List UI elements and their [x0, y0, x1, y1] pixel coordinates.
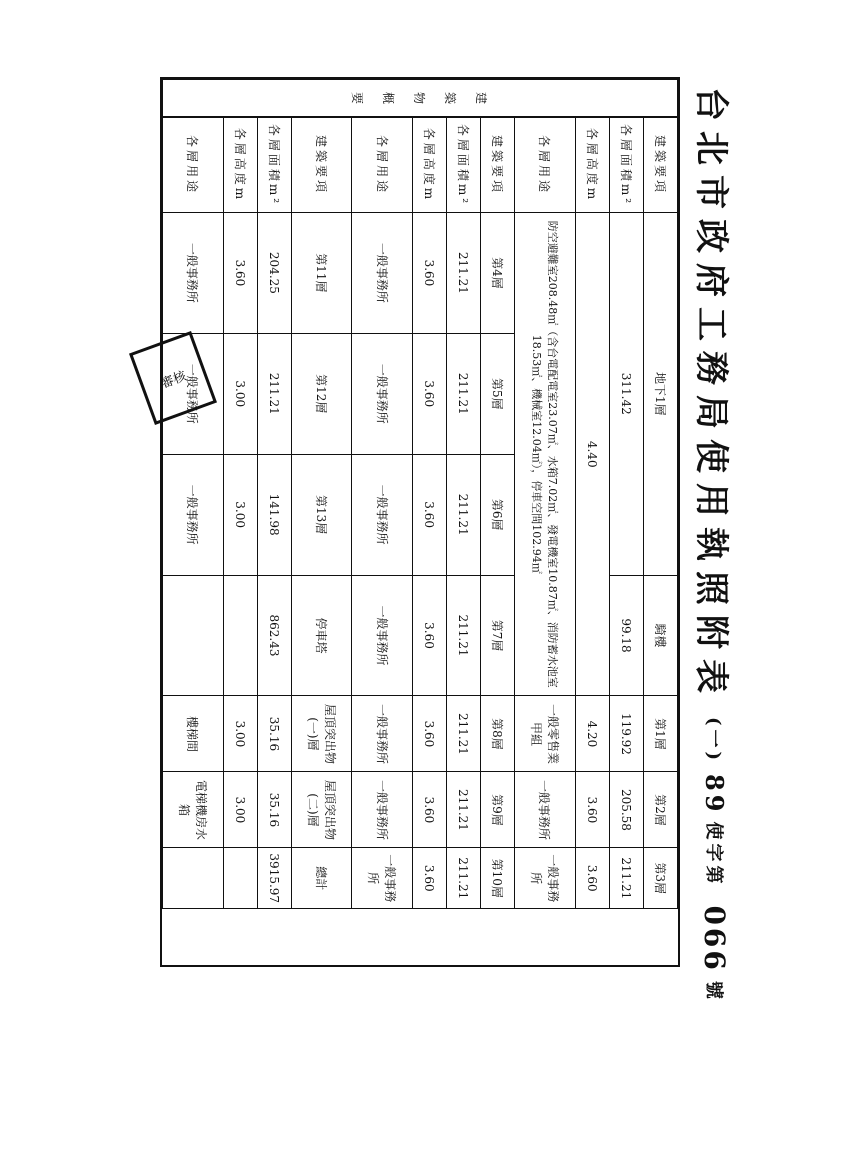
table-cell: 211.21 — [446, 772, 480, 848]
row-header: 各層高度m — [223, 117, 257, 213]
table-cell: 3.60 — [412, 575, 446, 696]
table-cell: 3.60 — [412, 696, 446, 772]
table-cell: 3915.97 — [257, 848, 291, 909]
table-cell: 第6層 — [481, 454, 515, 575]
doc-code: 使字第 — [703, 821, 724, 888]
approval-stamp: 審核 — [129, 331, 217, 425]
row-header: 各層用途 — [515, 117, 575, 213]
table-row — [352, 80, 412, 909]
form-frame — [160, 77, 680, 967]
table-cell — [163, 848, 224, 909]
table-cell: 35.16 — [257, 772, 291, 848]
table-cell: 99.18 — [609, 575, 643, 696]
table-row — [446, 80, 480, 909]
table-cell: 一般事務所 — [163, 454, 224, 575]
table-cell: 862.43 — [257, 575, 291, 696]
table-cell: 211.21 — [446, 848, 480, 909]
table-cell: 211.21 — [257, 333, 291, 454]
table-cell: 騎樓 — [643, 575, 677, 696]
table-cell: 3.60 — [412, 333, 446, 454]
rotated-form — [176, 77, 750, 1077]
table-cell: 3.00 — [223, 333, 257, 454]
table-cell: 一般事務所 — [352, 772, 412, 848]
form-title-bar — [680, 77, 750, 1077]
table-cell: 停車塔 — [291, 575, 351, 696]
table-cell: 211.21 — [446, 696, 480, 772]
table-cell: 3.60 — [412, 454, 446, 575]
table-cell: 3.00 — [223, 696, 257, 772]
table-cell: 141.98 — [257, 454, 291, 575]
table-cell: 35.16 — [257, 696, 291, 772]
table-cell: 211.21 — [609, 848, 643, 909]
table-cell: 一般事務所 — [352, 213, 412, 334]
table-cell — [223, 848, 257, 909]
row-header: 各層高度m — [575, 117, 609, 213]
table-cell: 一般事務所 — [352, 848, 412, 909]
row-header: 各層高度m — [412, 117, 446, 213]
table-cell: 一般事務所 — [515, 848, 575, 909]
table-cell: 3.00 — [223, 454, 257, 575]
table-cell: 211.21 — [446, 575, 480, 696]
table-cell: 一般事務所 — [163, 213, 224, 334]
table-cell: 4.20 — [575, 696, 609, 772]
table-cell: 一般事務所 — [352, 333, 412, 454]
doc-hao: 號 — [703, 980, 724, 1009]
table-cell: 第13層 — [291, 454, 351, 575]
table-cell: 第12層 — [291, 333, 351, 454]
table-row — [515, 80, 575, 909]
table-cell: 311.42 — [609, 213, 643, 576]
table-cell: 204.25 — [257, 213, 291, 334]
table-cell: 第8層 — [481, 696, 515, 772]
table-row — [609, 80, 643, 909]
table-cell: 119.92 — [609, 696, 643, 772]
table-cell: 第2層 — [643, 772, 677, 848]
side-label: 建 築 物 概 要 — [163, 80, 678, 118]
table-cell: 211.21 — [446, 454, 480, 575]
table-cell: 防空避難室208.48㎡（含台電配電室23.07㎡、水箱7.02㎡、發電機室10.87㎡、消防蓄水池室18.53㎡、機械室12.04㎡），停車空間102.94㎡ — [515, 213, 575, 696]
table-cell: 205.58 — [609, 772, 643, 848]
table-cell: 211.21 — [446, 213, 480, 334]
table-cell — [163, 575, 224, 696]
table-cell: 第4層 — [481, 213, 515, 334]
table-cell: 屋頂突出物(二)層 — [291, 772, 351, 848]
table-cell: 一般零售業甲組 — [515, 696, 575, 772]
row-header: 各層用途 — [163, 117, 224, 213]
row-header: 建築要項 — [643, 117, 677, 213]
building-summary-table — [162, 79, 678, 909]
table-cell: 一般事務所 — [352, 575, 412, 696]
table-row — [163, 80, 224, 909]
table-cell: 一般事務所 — [352, 696, 412, 772]
table-cell: 第9層 — [481, 772, 515, 848]
table-row — [223, 80, 257, 909]
row-header: 各層面積m² — [446, 117, 480, 213]
table-cell: 3.60 — [412, 848, 446, 909]
row-header: 各層用途 — [352, 117, 412, 213]
table-cell: 4.40 — [575, 213, 609, 696]
table-cell: 第7層 — [481, 575, 515, 696]
table-cell: 第1層 — [643, 696, 677, 772]
doc-serial: 066 — [698, 905, 732, 973]
table-cell: 一般事務所 — [352, 454, 412, 575]
table-row — [643, 80, 677, 909]
table-cell: 屋頂突出物(一)層 — [291, 696, 351, 772]
table-cell: 3.60 — [412, 213, 446, 334]
table-row — [481, 80, 515, 909]
table-cell: 樓梯間 — [163, 696, 224, 772]
table-cell: 第3層 — [643, 848, 677, 909]
table-row — [412, 80, 446, 909]
row-header: 建築要項 — [291, 117, 351, 213]
table-row — [257, 80, 291, 909]
table-cell: 第11層 — [291, 213, 351, 334]
table-cell: 一般事務所 — [163, 333, 224, 454]
table-cell: 第10層 — [481, 848, 515, 909]
row-header: 各層面積m² — [257, 117, 291, 213]
table-cell: 第5層 — [481, 333, 515, 454]
table-cell: 3.60 — [575, 848, 609, 909]
form-title-suffix: (一) — [703, 717, 724, 765]
table-row — [291, 80, 351, 909]
table-cell: 地下1層 — [643, 213, 677, 576]
table-cell: 211.21 — [446, 333, 480, 454]
row-header: 建築要項 — [481, 117, 515, 213]
table-cell: 3.60 — [412, 772, 446, 848]
table-cell: 3.00 — [223, 772, 257, 848]
table-cell: 3.60 — [223, 213, 257, 334]
table-cell: 總計 — [291, 848, 351, 909]
row-header: 各層面積m² — [609, 117, 643, 213]
table-cell — [223, 575, 257, 696]
doc-year: 89 — [700, 774, 730, 816]
form-title: 台北市政府工務局使用執照附表 — [691, 87, 732, 703]
table-cell: 電梯機房水箱 — [163, 772, 224, 848]
table-row — [575, 80, 609, 909]
table-cell: 一般事務所 — [515, 772, 575, 848]
table-cell: 3.60 — [575, 772, 609, 848]
